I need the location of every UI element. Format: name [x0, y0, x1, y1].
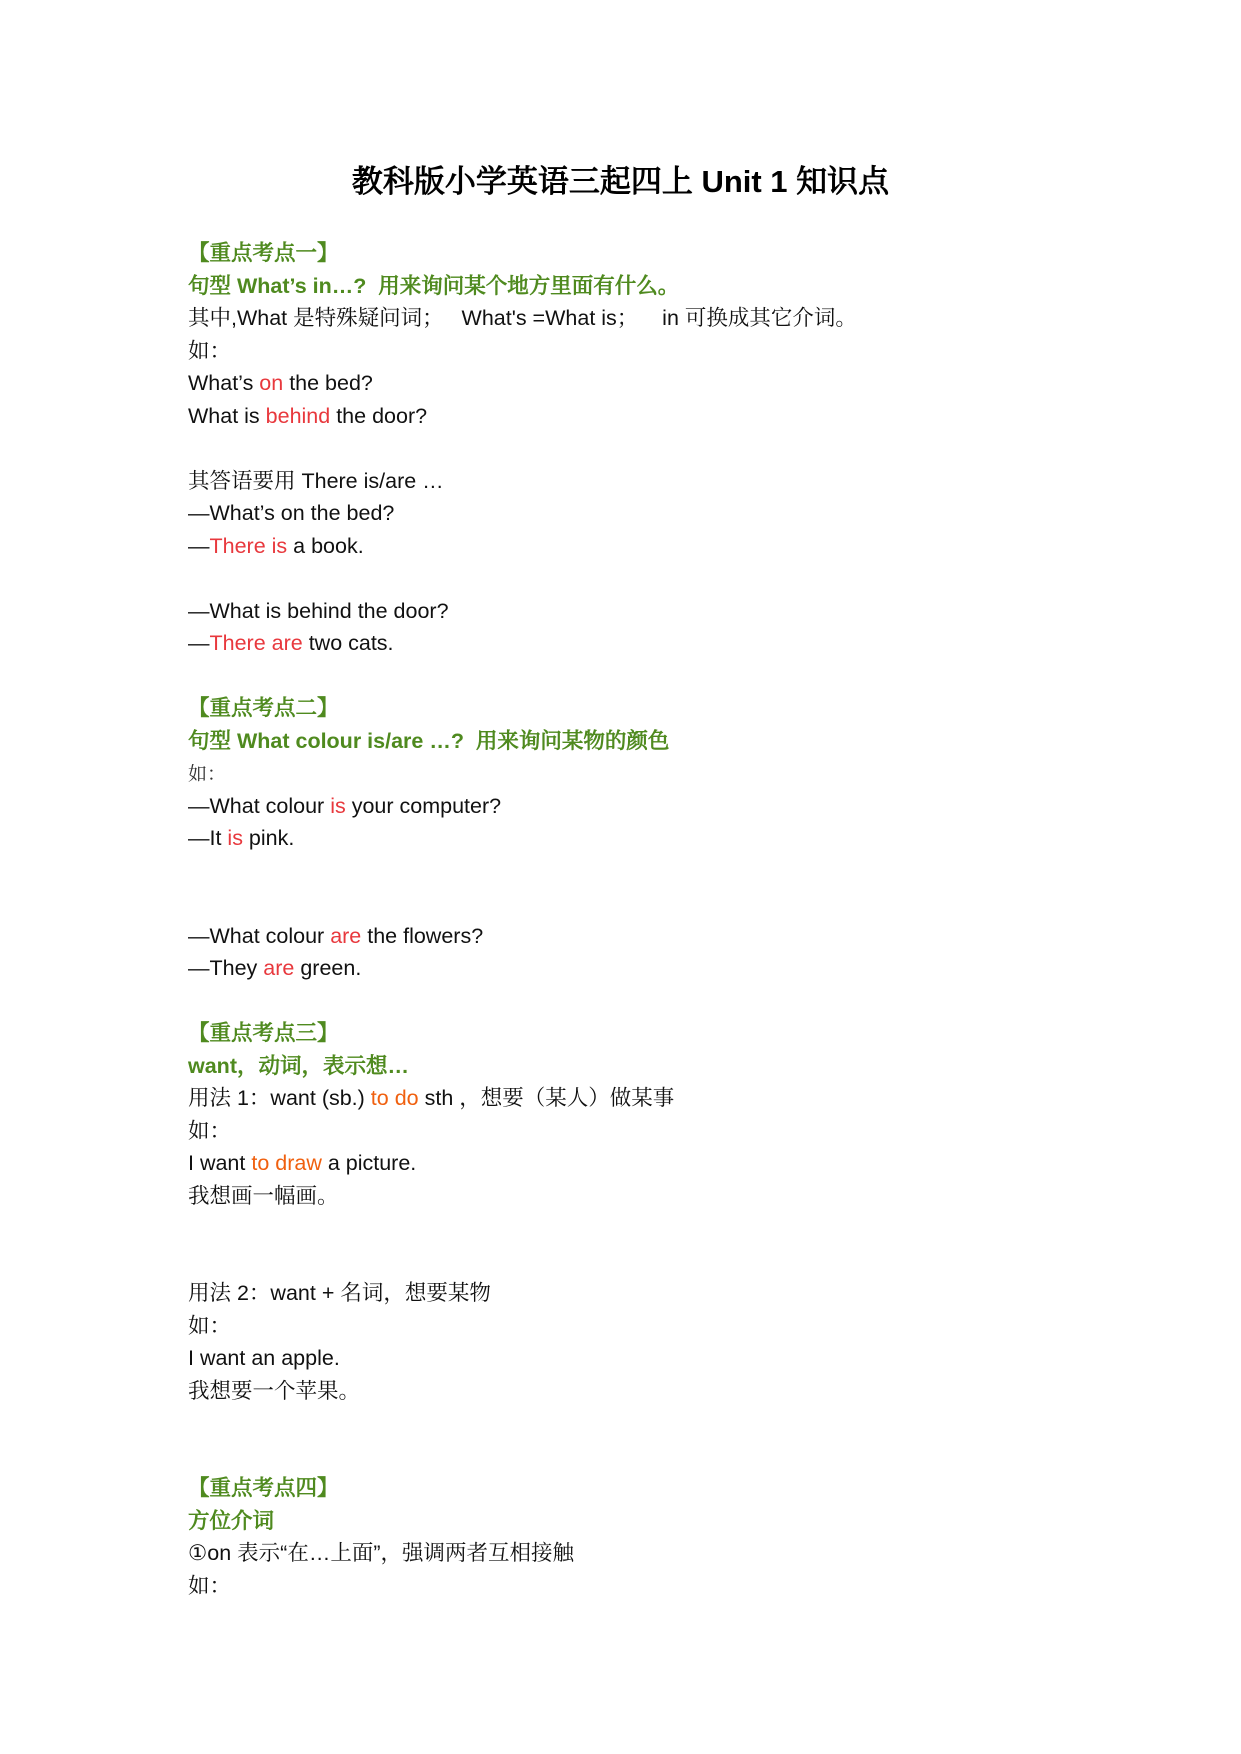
highlight-word: to do — [370, 1086, 419, 1110]
blank-line — [188, 1407, 1188, 1440]
dialogue-question — [188, 595, 1188, 628]
line-text: What’s — [188, 371, 260, 395]
line-text: —It — [188, 826, 228, 850]
translation-line — [188, 1180, 1188, 1213]
blank-line — [188, 562, 1188, 595]
section-heading: 【重点考点二】 — [188, 696, 339, 720]
line-text: 如： — [188, 1118, 232, 1143]
line-text: 如： — [188, 1313, 232, 1338]
dialogue-answer — [188, 822, 1188, 855]
translation-line — [188, 1375, 1188, 1408]
line-text: the bed? — [283, 371, 373, 395]
example-label — [188, 335, 1188, 368]
line-text: I want — [188, 1151, 252, 1175]
line-text: 其中,What 是特殊疑问词； What's =What is； in 可换成其它介词。 — [188, 306, 857, 330]
line-text: pink. — [242, 826, 295, 850]
document-body — [188, 237, 1188, 1602]
line-text: —What is behind the door? — [188, 598, 449, 623]
line-text: sth ，想要（某人）做某事 — [418, 1086, 675, 1110]
line-text: 用法 2：want + 名词，想要某物 — [188, 1281, 491, 1305]
line-text: the flowers? — [361, 923, 484, 948]
example-sentence — [188, 1147, 1188, 1180]
section-heading: 【重点考点一】 — [188, 241, 339, 265]
line-text: a picture. — [321, 1151, 417, 1175]
blank-line — [188, 855, 1188, 888]
line-text: 如： — [188, 1573, 232, 1598]
highlight-word: to draw — [251, 1151, 322, 1175]
line-text: — — [188, 631, 210, 655]
line-text: — — [188, 533, 210, 558]
example-label — [188, 757, 1188, 790]
highlight-word: are — [263, 956, 295, 980]
line-text: —What’s on the bed? — [188, 501, 395, 525]
usage-line — [188, 1277, 1188, 1310]
line-text: —What colour — [188, 793, 331, 818]
line-text: I want an apple. — [188, 1346, 340, 1370]
blank-line — [188, 985, 1188, 1018]
line-text: your computer? — [345, 793, 502, 818]
line-text: green. — [294, 956, 362, 980]
usage-line — [188, 1537, 1188, 1570]
highlight-word: There is — [209, 533, 288, 558]
line-text: —What colour — [188, 923, 331, 948]
section-subheading: 句型 What’s in…? 用来询问某个地方里面有什么。 — [188, 273, 680, 298]
highlight-word: are — [330, 923, 362, 948]
line-text: 其答语要用 There is/are … — [188, 468, 444, 493]
highlight-word: There are — [209, 631, 303, 655]
highlight-word: on — [259, 371, 284, 395]
example-sentence — [188, 400, 1188, 433]
text-line — [188, 465, 1188, 498]
dialogue-answer — [188, 952, 1188, 985]
example-sentence — [188, 1342, 1188, 1375]
line-text: What is — [188, 403, 266, 428]
line-text: a book. — [287, 533, 364, 558]
line-text: 我想画一幅画。 — [188, 1183, 339, 1208]
blank-line — [188, 660, 1188, 693]
blank-line — [188, 1440, 1188, 1473]
highlight-word: is — [227, 826, 243, 850]
text-line — [188, 302, 1188, 335]
section-subheading: 方位介词 — [188, 1508, 275, 1533]
usage-line — [188, 1082, 1188, 1115]
line-text: the door? — [330, 403, 428, 428]
blank-line — [188, 887, 1188, 920]
line-text: two cats. — [302, 631, 394, 655]
example-sentence — [188, 367, 1188, 400]
blank-line — [188, 432, 1188, 465]
page-title: 教科版小学英语三起四上 Unit 1 知识点 — [351, 164, 890, 199]
line-text: 用法 1：want (sb.) — [188, 1086, 371, 1110]
section-subheading: 句型 What colour is/are …? 用来询问某物的颜色 — [188, 728, 670, 753]
section-heading: 【重点考点四】 — [188, 1476, 339, 1500]
highlight-word: is — [330, 793, 346, 818]
dialogue-question — [188, 497, 1188, 530]
line-text: —They — [188, 956, 264, 980]
dialogue-answer — [188, 627, 1188, 660]
blank-line — [188, 1212, 1188, 1245]
line-text: ①on 表示“在…上面”，强调两者互相接触 — [188, 1541, 574, 1565]
example-label — [188, 1570, 1188, 1603]
line-text: 如： — [188, 763, 227, 785]
section-subheading: want，动词，表示想… — [188, 1053, 409, 1078]
dialogue-question — [188, 920, 1188, 953]
dialogue-question — [188, 790, 1188, 823]
blank-line — [188, 1245, 1188, 1278]
line-text: 如： — [188, 338, 232, 363]
dialogue-answer — [188, 530, 1188, 563]
highlight-word: behind — [265, 403, 331, 428]
example-label — [188, 1310, 1188, 1343]
line-text: 我想要一个苹果。 — [188, 1378, 361, 1403]
section-heading: 【重点考点三】 — [188, 1021, 339, 1045]
example-label — [188, 1115, 1188, 1148]
